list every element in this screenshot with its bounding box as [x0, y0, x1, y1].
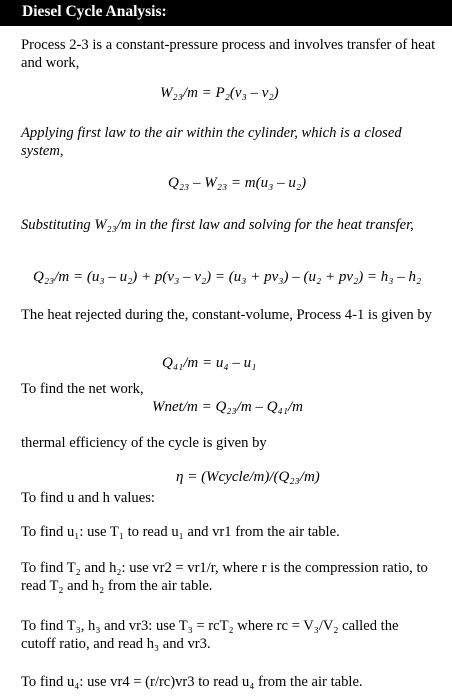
paragraph-find-t3-h3: To find T₃, h₃ and vr3: use T₃ = rcT₂ where rc = V₃/V₂ called the cutoff ratio, and read h₃ and vr3. — [21, 618, 399, 652]
paragraph-net-work: To find the net work, — [21, 381, 144, 397]
equation-heat-transfer: Q₂₃/m = (u₃ – u₂) + p(v₃ – v₂) = (u₃ + pv₃) – (u₂ + pv₂) = h₃ – h₂ — [33, 269, 422, 285]
equation-work-2-3: W₂₃/m = P₂(v₃ – v₂) — [160, 85, 279, 101]
paragraph-substituting: Substituting W₂₃/m in the first law and solving for the heat transfer, — [21, 217, 414, 233]
equation-heat-rejected: Q₄₁/m = u₄ – u₁ — [162, 355, 257, 371]
equation-thermal-efficiency: η = (Wcycle/m)/(Q₂₃/m) — [176, 469, 320, 485]
paragraph-find-u-h: To find u and h values: — [21, 490, 155, 506]
paragraph-find-u4: To find u₄: use vr4 = (r/rc)vr3 to read u₄ from the air table. — [21, 674, 363, 690]
paragraph-find-t2-h2: To find T₂ and h₂: use vr2 = vr1/r, where r is the compression ratio, to read T₂ and h₂ from the air table. — [21, 560, 428, 594]
paragraph-thermal-efficiency: thermal efficiency of the cycle is given by — [21, 435, 267, 451]
section-heading: Diesel Cycle Analysis: — [0, 0, 452, 26]
equation-net-work: Wnet/m = Q₂₃/m – Q₄₁/m — [152, 399, 303, 415]
paragraph-first-law: Applying first law to the air within the cylinder, which is a closed system, — [21, 125, 402, 159]
equation-first-law: Q₂₃ – W₂₃ = m(u₃ – u₂) — [168, 175, 307, 191]
paragraph-heat-rejected: The heat rejected during the, constant-volume, Process 4-1 is given by — [21, 307, 432, 323]
paragraph-find-u1: To find u₁: use T₁ to read u₁ and vr1 from the air table. — [21, 524, 340, 540]
paragraph-process-2-3: Process 2-3 is a constant-pressure process and involves transfer of heat and work, — [21, 37, 436, 71]
